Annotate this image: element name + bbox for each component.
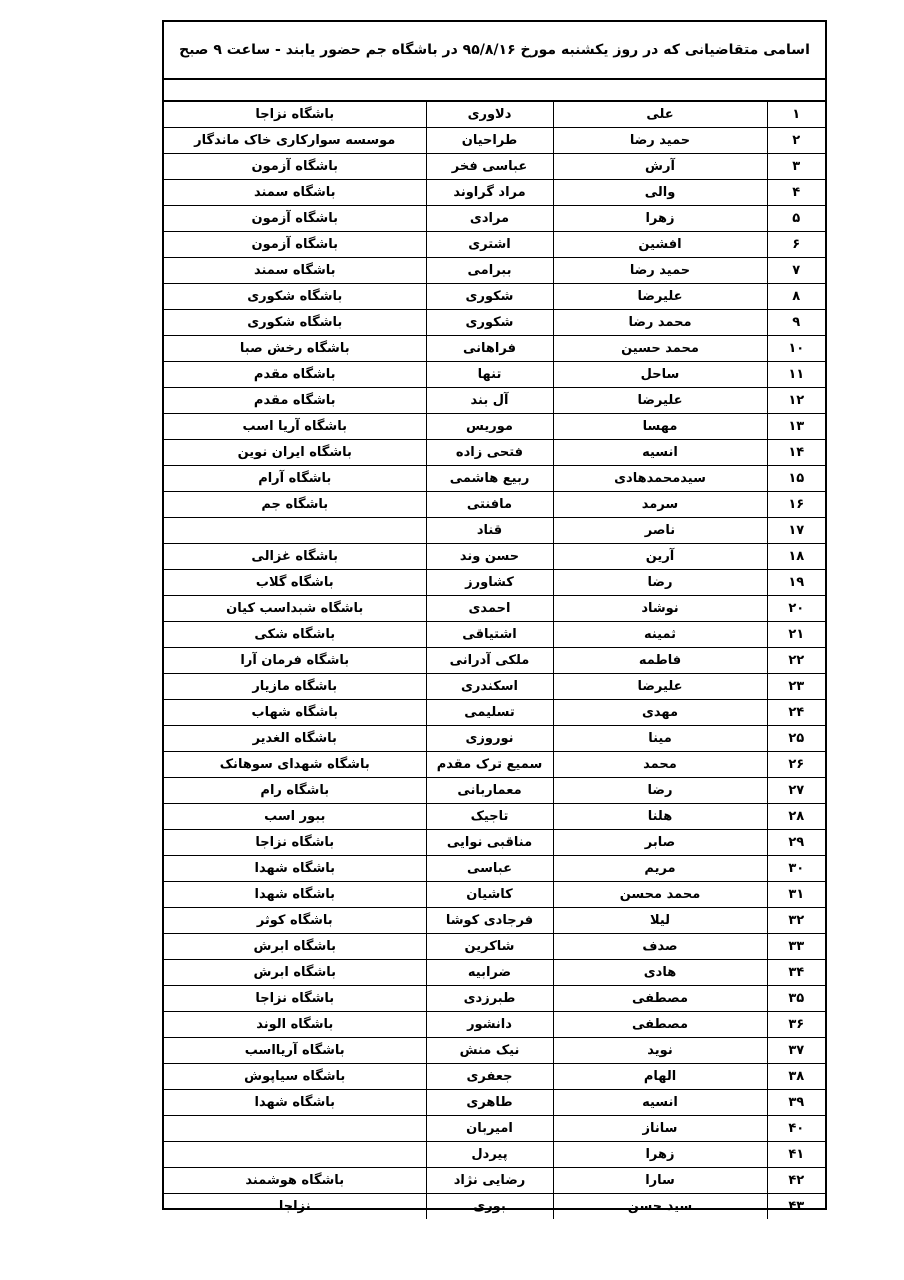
last-name: طراحیان: [426, 128, 553, 154]
last-name: شکوری: [426, 284, 553, 310]
last-name: اسکندری: [426, 674, 553, 700]
first-name: مینا: [553, 726, 767, 752]
club-name: باشگاه گلاب: [164, 570, 426, 596]
club-name: باشگاه الوند: [164, 1012, 426, 1038]
table-row: [164, 206, 825, 232]
first-name: علیرضا: [553, 284, 767, 310]
table-row: [164, 101, 825, 128]
club-name: باشگاه نزاجا: [164, 986, 426, 1012]
table-row: [164, 960, 825, 986]
first-name: هلنا: [553, 804, 767, 830]
last-name: عباسی فخر: [426, 154, 553, 180]
last-name: تنها: [426, 362, 553, 388]
first-name: رضا: [553, 570, 767, 596]
table-row: [164, 674, 825, 700]
table-row: [164, 466, 825, 492]
club-name: باشگاه غزالی: [164, 544, 426, 570]
table-row: [164, 1038, 825, 1064]
first-name: انسیه: [553, 1090, 767, 1116]
first-name: مریم: [553, 856, 767, 882]
club-name: ببور اسب: [164, 804, 426, 830]
first-name: سرمد: [553, 492, 767, 518]
table-row: [164, 518, 825, 544]
applicants-table-body: [164, 101, 825, 1219]
last-name: کاشیان: [426, 882, 553, 908]
first-name: ناصر: [553, 518, 767, 544]
club-name: موسسه سوارکاری خاک ماندگار: [164, 128, 426, 154]
club-name: باشگاه شهاب: [164, 700, 426, 726]
last-name: موریس: [426, 414, 553, 440]
first-name: نوید: [553, 1038, 767, 1064]
first-name: سیدمحمدهادی: [553, 466, 767, 492]
table-row: [164, 1090, 825, 1116]
row-number: ۴۰: [767, 1116, 825, 1142]
club-name: باشگاه کوثر: [164, 908, 426, 934]
row-number: ۳۶: [767, 1012, 825, 1038]
first-name: مهدی: [553, 700, 767, 726]
row-number: ۲۹: [767, 830, 825, 856]
first-name: والی: [553, 180, 767, 206]
club-name: باشگاه آریااسب: [164, 1038, 426, 1064]
club-name: باشگاه آرام: [164, 466, 426, 492]
row-number: ۵: [767, 206, 825, 232]
club-name: [164, 1116, 426, 1142]
last-name: جعفری: [426, 1064, 553, 1090]
table-row: [164, 1012, 825, 1038]
row-number: ۲۷: [767, 778, 825, 804]
row-number: ۳۴: [767, 960, 825, 986]
first-name: حمید رضا: [553, 258, 767, 284]
last-name: حسن وند: [426, 544, 553, 570]
last-name: نیک منش: [426, 1038, 553, 1064]
last-name: آل بند: [426, 388, 553, 414]
table-row: [164, 934, 825, 960]
club-name: باشگاه شهدای سوهانک: [164, 752, 426, 778]
club-name: باشگاه رخش صبا: [164, 336, 426, 362]
document-sheet: [162, 20, 827, 1214]
last-name: مناقبی نوایی: [426, 830, 553, 856]
row-number: ۲۸: [767, 804, 825, 830]
table-row: [164, 700, 825, 726]
table-row: [164, 882, 825, 908]
row-number: ۱۵: [767, 466, 825, 492]
table-row: [164, 1064, 825, 1090]
club-name: باشگاه ابرش: [164, 960, 426, 986]
club-name: باشگاه شکوری: [164, 284, 426, 310]
row-number: ۱۸: [767, 544, 825, 570]
club-name: باشگاه مقدم: [164, 362, 426, 388]
row-number: ۴۳: [767, 1194, 825, 1220]
row-number: ۲: [767, 128, 825, 154]
table-row: [164, 856, 825, 882]
table-row: [164, 726, 825, 752]
club-name: باشگاه آزمون: [164, 232, 426, 258]
last-name: امیربان: [426, 1116, 553, 1142]
last-name: تاجیک: [426, 804, 553, 830]
table-row: [164, 310, 825, 336]
table-row: [164, 492, 825, 518]
row-number: ۲۵: [767, 726, 825, 752]
row-number: ۲۲: [767, 648, 825, 674]
club-name: باشگاه آزمون: [164, 206, 426, 232]
row-number: ۹: [767, 310, 825, 336]
table-row: [164, 778, 825, 804]
first-name: ساناز: [553, 1116, 767, 1142]
row-number: ۸: [767, 284, 825, 310]
table-row: [164, 362, 825, 388]
first-name: حمید رضا: [553, 128, 767, 154]
table-row: [164, 986, 825, 1012]
row-number: ۱۰: [767, 336, 825, 362]
table-row: [164, 1168, 825, 1194]
last-name: پیردل: [426, 1142, 553, 1168]
row-number: ۳۸: [767, 1064, 825, 1090]
table-row: [164, 1116, 825, 1142]
club-name: باشگاه سمند: [164, 258, 426, 284]
row-number: ۱: [767, 101, 825, 128]
first-name: محمد رضا: [553, 310, 767, 336]
row-number: ۱۹: [767, 570, 825, 596]
row-number: ۱۷: [767, 518, 825, 544]
first-name: لیلا: [553, 908, 767, 934]
row-number: ۳۹: [767, 1090, 825, 1116]
first-name: محمد حسین: [553, 336, 767, 362]
last-name: مراد گراوند: [426, 180, 553, 206]
first-name: سارا: [553, 1168, 767, 1194]
last-name: احمدی: [426, 596, 553, 622]
table-row: [164, 180, 825, 206]
row-number: ۲۰: [767, 596, 825, 622]
table-row: [164, 908, 825, 934]
last-name: تسلیمی: [426, 700, 553, 726]
club-name: باشگاه آریا اسب: [164, 414, 426, 440]
first-name: رضا: [553, 778, 767, 804]
row-number: ۳۵: [767, 986, 825, 1012]
row-number: ۳۲: [767, 908, 825, 934]
row-number: ۴: [767, 180, 825, 206]
last-name: فتحی زاده: [426, 440, 553, 466]
last-name: ببرامی: [426, 258, 553, 284]
row-number: ۲۳: [767, 674, 825, 700]
row-number: ۳۰: [767, 856, 825, 882]
last-name: فرجادی کوشا: [426, 908, 553, 934]
table-row: [164, 752, 825, 778]
first-name: زهرا: [553, 1142, 767, 1168]
row-number: ۳۱: [767, 882, 825, 908]
club-name: باشگاه هوشمند: [164, 1168, 426, 1194]
row-number: ۴۱: [767, 1142, 825, 1168]
row-number: ۳۳: [767, 934, 825, 960]
table-row: [164, 1142, 825, 1168]
club-name: باشگاه فرمان آرا: [164, 648, 426, 674]
first-name: سید حسن: [553, 1194, 767, 1220]
first-name: ساحل: [553, 362, 767, 388]
table-row: [164, 648, 825, 674]
table-row: [164, 128, 825, 154]
club-name: باشگاه ایران نوین: [164, 440, 426, 466]
document-title: اسامی متقاضیانی که در روز یکشنبه مورخ ۹۵/۸/۱۶ در باشگاه جم حضور یابند - ساعت ۹ صبح: [164, 22, 825, 80]
table-row: [164, 284, 825, 310]
club-name: باشگاه شکوری: [164, 310, 426, 336]
row-number: ۱۲: [767, 388, 825, 414]
first-name: آرین: [553, 544, 767, 570]
row-number: ۳۷: [767, 1038, 825, 1064]
table-row: [164, 336, 825, 362]
first-name: علیرضا: [553, 388, 767, 414]
last-name: ملکی آدرانی: [426, 648, 553, 674]
table-row: [164, 414, 825, 440]
row-number: ۴۲: [767, 1168, 825, 1194]
first-name: انسیه: [553, 440, 767, 466]
first-name: محمد محسن: [553, 882, 767, 908]
last-name: نوروزی: [426, 726, 553, 752]
first-name: مصطفی: [553, 1012, 767, 1038]
last-name: ضرابیه: [426, 960, 553, 986]
club-name: باشگاه ابرش: [164, 934, 426, 960]
table-row: [164, 154, 825, 180]
table-row: [164, 1194, 825, 1220]
club-name: باشگاه مازیار: [164, 674, 426, 700]
club-name: باشگاه شهدا: [164, 856, 426, 882]
first-name: الهام: [553, 1064, 767, 1090]
applicants-table: [164, 100, 825, 1219]
table-row: [164, 804, 825, 830]
club-name: [164, 518, 426, 544]
first-name: محمد: [553, 752, 767, 778]
first-name: مصطفی: [553, 986, 767, 1012]
first-name: هادی: [553, 960, 767, 986]
last-name: عباسی: [426, 856, 553, 882]
club-name: باشگاه نزاجا: [164, 101, 426, 128]
last-name: ربیع هاشمی: [426, 466, 553, 492]
club-name: باشگاه آزمون: [164, 154, 426, 180]
last-name: بوری: [426, 1194, 553, 1220]
last-name: اشتیاقی: [426, 622, 553, 648]
club-name: باشگاه شهدا: [164, 1090, 426, 1116]
first-name: صابر: [553, 830, 767, 856]
last-name: سمیع ترک مقدم: [426, 752, 553, 778]
first-name: آرش: [553, 154, 767, 180]
table-row: [164, 570, 825, 596]
row-number: ۱۳: [767, 414, 825, 440]
table-row: [164, 440, 825, 466]
last-name: طاهری: [426, 1090, 553, 1116]
row-number: ۲۱: [767, 622, 825, 648]
table-row: [164, 544, 825, 570]
first-name: مهسا: [553, 414, 767, 440]
club-name: باشگاه سیاپوش: [164, 1064, 426, 1090]
first-name: ثمینه: [553, 622, 767, 648]
last-name: فراهانی: [426, 336, 553, 362]
last-name: کشاورز: [426, 570, 553, 596]
table-row: [164, 830, 825, 856]
club-name: باشگاه نزاجا: [164, 830, 426, 856]
row-number: ۱۱: [767, 362, 825, 388]
club-name: باشگاه شکی: [164, 622, 426, 648]
table-row: [164, 258, 825, 284]
club-name: باشگاه جم: [164, 492, 426, 518]
first-name: زهرا: [553, 206, 767, 232]
last-name: مافنتی: [426, 492, 553, 518]
club-name: [164, 1142, 426, 1168]
row-number: ۱۴: [767, 440, 825, 466]
club-name: باشگاه الغدیر: [164, 726, 426, 752]
table-row: [164, 622, 825, 648]
last-name: طبرزدی: [426, 986, 553, 1012]
row-number: ۱۶: [767, 492, 825, 518]
last-name: دانشور: [426, 1012, 553, 1038]
last-name: شاکرین: [426, 934, 553, 960]
club-name: باشگاه مقدم: [164, 388, 426, 414]
row-number: ۲۶: [767, 752, 825, 778]
last-name: مرادی: [426, 206, 553, 232]
first-name: نوشاد: [553, 596, 767, 622]
last-name: رضایی نژاد: [426, 1168, 553, 1194]
club-name: باشگاه رام: [164, 778, 426, 804]
table-row: [164, 232, 825, 258]
first-name: افشین: [553, 232, 767, 258]
title-spacer: [164, 80, 825, 100]
last-name: اشتری: [426, 232, 553, 258]
last-name: معماربانی: [426, 778, 553, 804]
last-name: دلاوری: [426, 101, 553, 128]
row-number: ۲۴: [767, 700, 825, 726]
table-row: [164, 388, 825, 414]
first-name: علیرضا: [553, 674, 767, 700]
table-row: [164, 596, 825, 622]
club-name: نزاجا: [164, 1194, 426, 1220]
first-name: علی: [553, 101, 767, 128]
first-name: صدف: [553, 934, 767, 960]
row-number: ۳: [767, 154, 825, 180]
club-name: باشگاه شهدا: [164, 882, 426, 908]
last-name: قناد: [426, 518, 553, 544]
club-name: باشگاه شبداسب کیان: [164, 596, 426, 622]
row-number: ۶: [767, 232, 825, 258]
first-name: فاطمه: [553, 648, 767, 674]
last-name: شکوری: [426, 310, 553, 336]
row-number: ۷: [767, 258, 825, 284]
club-name: باشگاه سمند: [164, 180, 426, 206]
